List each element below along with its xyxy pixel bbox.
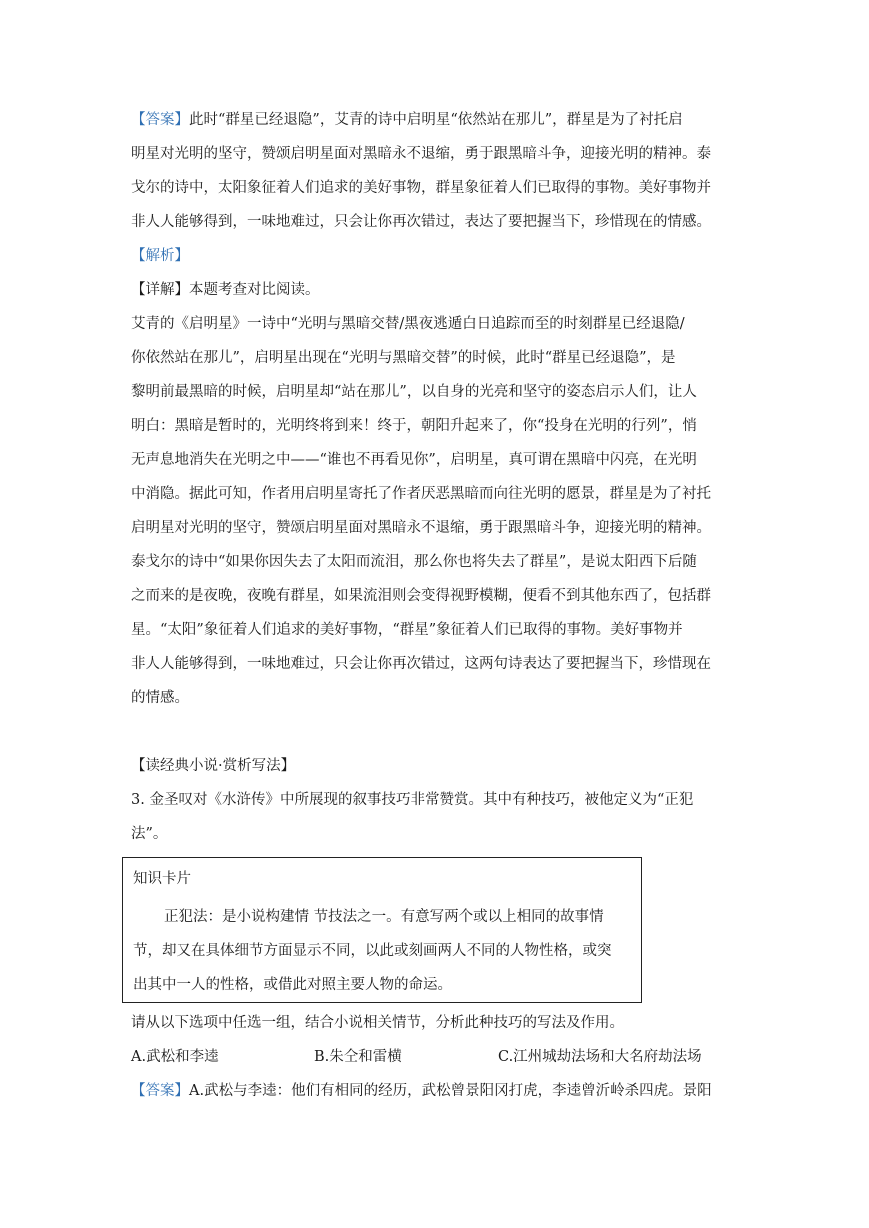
answer-text: 此时“群星已经退隐”，艾青的诗中启明星“依然站在那儿”，群星是为了衬托启 xyxy=(189,112,683,128)
spacer xyxy=(131,715,741,749)
analysis-tag: 【解析】 xyxy=(131,248,189,264)
detail-line: 无声息地消失在光明之中——“谁也不再看见你”，启明星，真可谓在黑暗中闪亮，在光明 xyxy=(131,452,697,468)
detail-line: 中消隐。据此可知，作者用启明星寄托了作者厌恶黑暗而向往光明的愿景，群星是为了衬托 xyxy=(131,486,711,502)
answer-line-2: 明星对光明的坚守，赞颂启明星面对黑暗永不退缩，勇于跟黑暗斗争，迎接光明的精神。泰 xyxy=(131,146,711,162)
answer-2-line xyxy=(131,1074,741,1108)
analysis-heading xyxy=(131,239,741,273)
section-heading: 【读经典小说·赏析写法】 xyxy=(131,758,296,774)
knowledge-card-line: 出其中一人的性格，或借此对照主要人物的命运。 xyxy=(133,977,452,993)
document-body xyxy=(131,103,741,851)
knowledge-card-body xyxy=(133,900,633,1002)
question-3-line-1: 3. 金圣叹对《水浒传》中所展现的叙事技巧非常赞赏。其中有种技巧，被他定义为“正犯 xyxy=(131,792,694,808)
detail-tag: 【详解】 xyxy=(131,282,189,298)
answer-line-4: 非人人能够得到，一味地难过，只会让你再次错过，表达了要把握当下，珍惜现在的情感。 xyxy=(131,214,711,230)
detail-line: 启明星对光明的坚守，赞颂启明星面对黑暗永不退缩，勇于跟黑暗斗争，迎接光明的精神。 xyxy=(131,520,711,536)
detail-line: 星。“太阳”象征着人们追求的美好事物，“群星”象征着人们已取得的事物。美好事物并 xyxy=(131,622,683,638)
answer-2-text: A.武松与李逵：他们有相同的经历，武松曾景阳冈打虎，李逵曾沂岭杀四虎。景阳 xyxy=(189,1083,712,1099)
detail-line: 之而来的是夜晚，夜晚有群星，如果流泪则会变得视野模糊，便看不到其他东西了，包括群 xyxy=(131,588,711,604)
detail-line: 你依然站在那儿”，启明星出现在“光明与黑暗交替”的时候，此时“群星已经退隐”，是 xyxy=(131,350,676,366)
answer-line-3: 戈尔的诗中，太阳象征着人们追求的美好事物，群星象征着人们已取得的事物。美好事物并 xyxy=(131,180,711,196)
knowledge-card-line: 正犯法：是小说构建情 节技法之一。有意写两个或以上相同的故事情 xyxy=(164,909,604,925)
detail-line: 的情感。 xyxy=(131,690,189,706)
detail-first: 本题考查对比阅读。 xyxy=(189,282,320,298)
detail-line: 艾青的《启明星》一诗中“光明与黑暗交替/黑夜逃遁白日追踪而至的时刻群星已经退隐/ xyxy=(131,316,685,332)
knowledge-card xyxy=(122,857,642,1003)
knowledge-card-line: 节，却又在具体细节方面显示不同，以此或刻画两人不同的人物性格，或突 xyxy=(133,943,612,959)
knowledge-card-title: 知识卡片 xyxy=(133,871,191,887)
question-3-continued xyxy=(131,1006,741,1108)
detail-line: 明白：黑暗是暂时的，光明终将到来！终于，朝阳升起来了，你“投身在光明的行列”，悄 xyxy=(131,418,697,434)
option-a: A.武松和李逵 xyxy=(131,1049,219,1065)
option-c: C.江州城劫法场和大名府劫法场 xyxy=(498,1049,702,1065)
option-b: B.朱仝和雷横 xyxy=(314,1049,402,1065)
answer-line-1 xyxy=(131,103,741,137)
detail-line: 非人人能够得到，一味地难过，只会让你再次错过，这两句诗表达了要把握当下，珍惜现在 xyxy=(131,656,711,672)
answer-2-tag: 【答案】 xyxy=(131,1083,189,1099)
detail-line: 黎明前最黑暗的时候，启明星却“站在那儿”，以自身的光亮和坚守的姿态启示人们，让人 xyxy=(131,384,697,400)
question-3-line-2: 法”。 xyxy=(131,826,168,842)
options-row xyxy=(131,1040,741,1074)
answer-tag: 【答案】 xyxy=(131,112,189,128)
instruction-text: 请从以下选项中任选一组，结合小说相关情节，分析此种技巧的写法及作用。 xyxy=(131,1015,624,1031)
detail-line: 泰戈尔的诗中“如果你因失去了太阳而流泪，那么你也将失去了群星”，是说太阳西下后随 xyxy=(131,554,697,570)
detail-heading xyxy=(131,273,741,307)
